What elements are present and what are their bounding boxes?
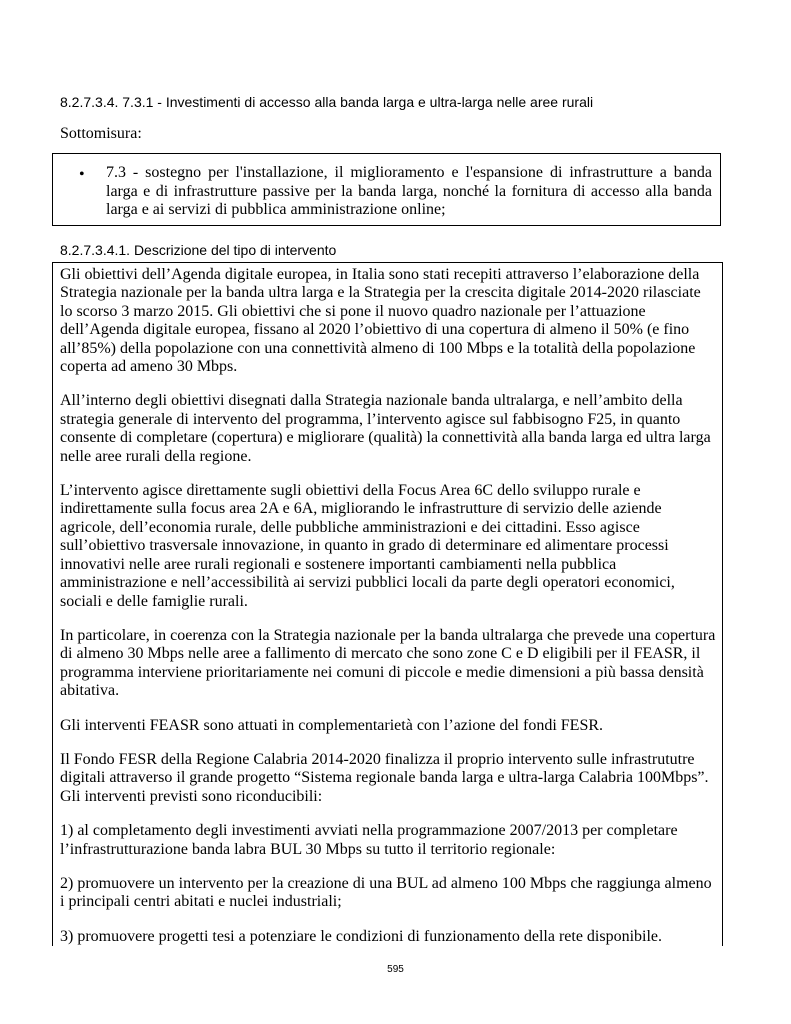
description-title: 8.2.7.3.4.1. Descrizione del tipo di intervento	[60, 242, 337, 258]
sub-measure-text: 7.3 - sostegno per l'installazione, il miglioramento e l'espansione di infrastrutture a banda larga e di infrastrutture passive per la banda larga, nonché la fornitura di accesso alla banda larga e ai servizi di pubblica amministrazione online;	[106, 164, 712, 218]
description-paragraph: Il Fondo FESR della Regione Calabria 2014-2020 finalizza il proprio intervento sulle infrastrututre digitali attraverso il grande progetto “Sistema regionale banda larga e ultra-larga Calabria 100Mbps”. Gli interventi previsti sono riconducibili:	[60, 750, 709, 805]
description-paragraph: In particolare, in coerenza con la Strategia nazionale per la banda ultralarga che prevede una copertura di almeno 30 Mbps nelle aree a fallimento di mercato che sono zone C e D eligibili per il FEASR, il programma interviene prioritariamente nei comuni di piccole e medie dimensioni a più bassa densità abitativa.	[60, 626, 716, 700]
description-paragraph: L’intervento agisce direttamente sugli obiettivi della Focus Area 6C dello sviluppo rurale e indirettamente sulla focus area 2A e 6A, migliorando le infrastrutture di servizio delle aziende agricole, dell’economia rurale, delle pubbliche amministrazioni e dei cittadini. Esso agisce sull’obiettivo trasversale innovazione, in quanto in grado di determinare ed alimentare processi innovativi nelle aree rurali regionali e sostenere importanti cambiamenti nella pubblica amministrazione e nell’accessibilità ai servizi pubblici locali da parte degli operatori economici, sociali e delle famiglie rurali.	[60, 482, 675, 610]
description-paragraph: Gli interventi FEASR sono attuati in complementarietà con l’azione del fondi FESR.	[60, 716, 604, 734]
page-number: 595	[387, 964, 404, 975]
description-box	[52, 262, 723, 946]
section-title: 8.2.7.3.4. 7.3.1 - Investimenti di accesso alla banda larga e ultra-larga nelle aree rurali	[60, 94, 594, 110]
description-body	[60, 266, 716, 946]
sub-measure-box	[52, 153, 721, 226]
description-paragraph: All’interno degli obiettivi disegnati dalla Strategia nazionale banda ultralarga, e nell’ambito della strategia generale di intervento del programma, l’intervento agisce sul fabbisogno F25, in quanto consente di completare (copertura) e migliorare (qualità) la connettività alla banda larga ed ultra larga nelle aree rurali della regione.	[60, 392, 711, 465]
sub-measure-label: Sottomisura:	[60, 125, 142, 142]
description-paragraph: 1) al completamento degli investimenti avviati nella programmazione 2007/2013 per completare l’infrastrutturazione banda labra BUL 30 Mbps su tutto il territorio regionale:	[60, 822, 678, 858]
description-paragraph: Gli obiettivi dell’Agenda digitale europea, in Italia sono stati recepiti attraverso l’elaborazione della Strategia nazionale per la banda ultra larga e la Strategia per la crescita digitale 2014-2020 rilasciate lo scorso 3 marzo 2015. Gli obiettivi che si pone il nuovo quadro nazionale per l’attuazione dell’Agenda digitale europea, fissano al 2020 l’obiettivo di una copertura di almeno il 50% (e fino all’85%) della popolazione con una connettività almeno di 100 Mbps e la totalità della popolazione coperta ad ameno 30 Mbps.	[60, 266, 701, 376]
description-paragraph: 2) promuovere un intervento per la creazione di una BUL ad almeno 100 Mbps che raggiunga almeno i principali centri abitati e nuclei industriali;	[60, 874, 712, 911]
bullet-icon: •	[79, 166, 85, 183]
description-paragraph: 3) promuovere progetti tesi a potenziare le condizioni di funzionamento della rete disponibile.	[60, 927, 663, 945]
